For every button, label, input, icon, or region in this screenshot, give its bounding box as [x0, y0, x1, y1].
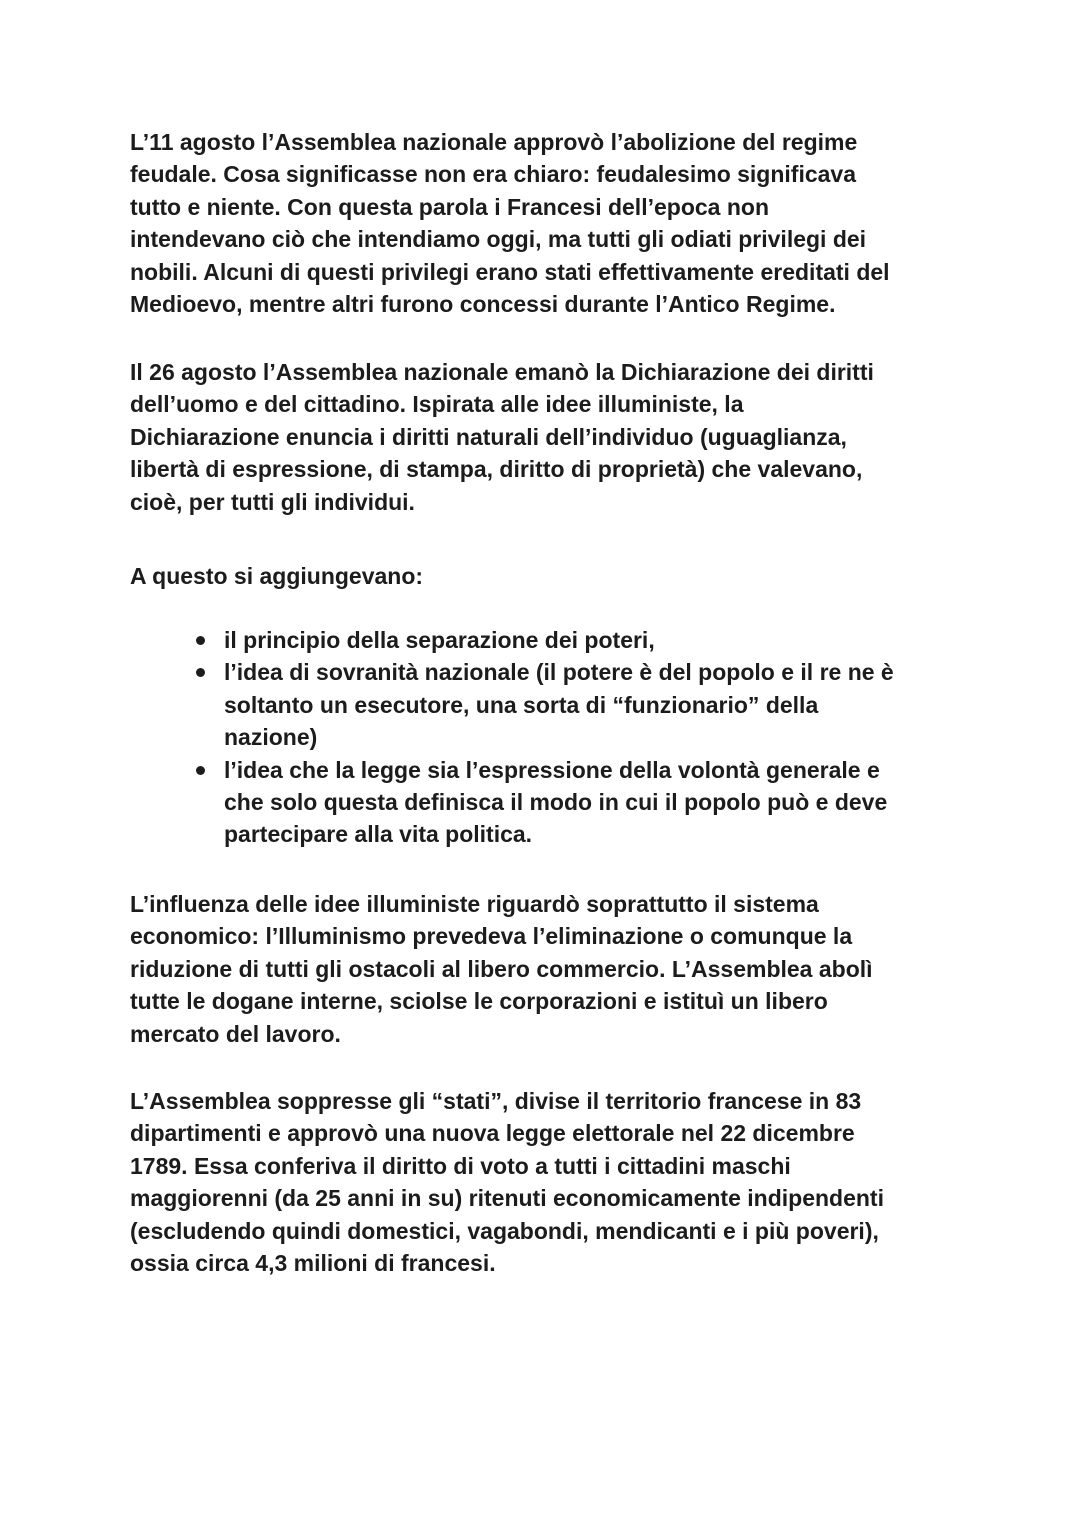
list-item: [130, 624, 894, 656]
text-line: economico: l’Illuminismo prevedeva l’eliminazione o comunque la: [130, 923, 853, 950]
text-line: intendevano ciò che intendiamo oggi, ma tutti gli odiati privilegi dei: [130, 226, 867, 253]
text-line: L’Assemblea soppresse gli “stati”, divise il territorio francese in 83: [130, 1088, 862, 1114]
list-item: [130, 656, 894, 753]
text-line: A questo si aggiungevano:: [130, 563, 424, 589]
text-line: dipartimenti e approvò una nuova legge elettorale nel 22 dicembre: [130, 1120, 855, 1147]
paragraph-dichiarazione-diritti: [130, 356, 874, 518]
text-line: Dichiarazione enuncia i diritti naturali dell’individuo (uguaglianza,: [130, 423, 847, 450]
bullet-icon: [196, 668, 205, 677]
text-line: soltanto un esecutore, una sorta di “funzionario” della: [224, 691, 819, 718]
paragraph-influenza-illuminismo: [130, 888, 873, 1050]
bullet-list: [130, 624, 894, 851]
paragraph-legge-elettorale: [130, 1085, 884, 1279]
text-line: nazione): [224, 724, 318, 751]
text-line: feudale. Cosa significasse non era chiaro: feudalesimo significava: [130, 161, 857, 188]
text-line: riduzione di tutti gli ostacoli al libero commercio. L’Assemblea abolì: [130, 955, 873, 982]
text-line: L’influenza delle idee illuministe riguardò soprattutto il sistema: [130, 891, 819, 917]
text-line: L’11 agosto l’Assemblea nazionale approvò l’abolizione del regime: [130, 129, 858, 155]
text-line: mercato del lavoro.: [130, 1020, 341, 1047]
text-line: dell’uomo e del cittadino. Ispirata alle idee illuministe, la: [130, 391, 744, 418]
text-line: partecipare alla vita politica.: [224, 821, 533, 848]
text-line: 1789. Essa conferiva il diritto di voto a tutti i cittadini maschi: [130, 1152, 791, 1179]
text-line: Il 26 agosto l’Assemblea nazionale emanò la Dichiarazione dei diritti: [130, 359, 874, 385]
bullet-icon: [196, 636, 205, 645]
text-line: l’idea di sovranità nazionale (il potere è del popolo e il re ne è: [224, 659, 894, 686]
text-line: il principio della separazione dei poteri,: [224, 627, 655, 653]
text-line: nobili. Alcuni di questi privilegi erano stati effettivamente ereditati del: [130, 258, 890, 285]
text-line: libertà di espressione, di stampa, diritto di proprietà) che valevano,: [130, 456, 863, 483]
text-line: cioè, per tutti gli individui.: [130, 488, 415, 515]
text-line: maggiorenni (da 25 anni in su) ritenuti economicamente indipendenti: [130, 1185, 884, 1212]
text-line: l’idea che la legge sia l’espressione della volontà generale e: [224, 756, 880, 783]
paragraph-abolizione-feudale: [130, 126, 890, 320]
paragraph-list-intro: [130, 560, 423, 592]
text-line: tutte le dogane interne, sciolse le corporazioni e istituì un libero: [130, 988, 828, 1015]
text-line: (escludendo quindi domestici, vagabondi, mendicanti e i più poveri),: [130, 1217, 879, 1244]
bullet-icon: [196, 766, 205, 775]
list-item: [130, 754, 894, 851]
text-line: Medioevo, mentre altri furono concessi durante l’Antico Regime.: [130, 291, 836, 318]
text-line: che solo questa definisca il modo in cui il popolo può e deve: [224, 789, 888, 816]
text-line: ossia circa 4,3 milioni di francesi.: [130, 1250, 496, 1277]
text-line: tutto e niente. Con questa parola i Francesi dell’epoca non: [130, 193, 769, 220]
